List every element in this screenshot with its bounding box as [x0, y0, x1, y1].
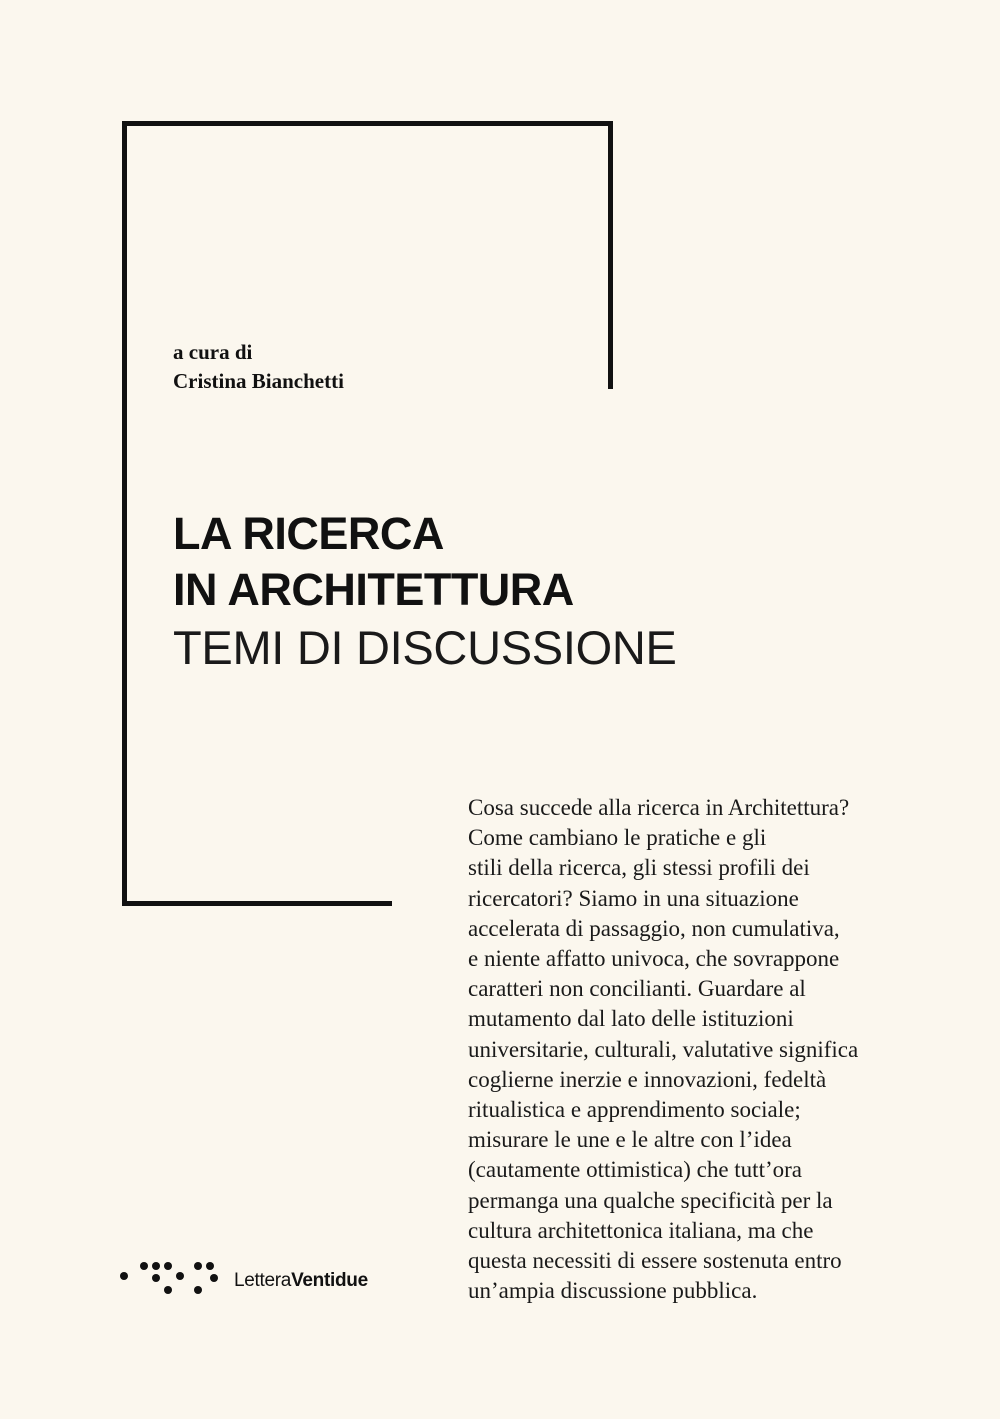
blurb-line: universitarie, culturali, valutative significa — [468, 1036, 859, 1062]
title-line-1: LA RICERCA — [173, 508, 444, 559]
book-subtitle: TEMI DI DISCUSSIONE — [173, 621, 677, 674]
frame-left-line — [122, 121, 127, 906]
blurb-line: ritualistica e apprendimento sociale; — [468, 1097, 801, 1123]
book-title — [173, 506, 677, 678]
blurb-line: mutamento dal lato delle istituzioni — [468, 1006, 794, 1032]
back-cover-blurb — [468, 793, 898, 1306]
editor-prefix: a cura di — [173, 340, 253, 364]
blurb-line: permanga una qualche specificità per la — [468, 1187, 833, 1213]
blurb-line: (cautamente ottimistica) che tutt’ora — [468, 1157, 802, 1183]
blurb-line: Cosa succede alla ricerca in Architettura? — [468, 795, 850, 820]
publisher-name — [234, 1270, 368, 1292]
blurb-line: stili della ricerca, gli stessi profili dei — [468, 855, 810, 881]
blurb-line: un’ampia discussione pubblica. — [468, 1278, 758, 1304]
publisher-name-light: Lettera — [234, 1270, 292, 1291]
frame-bottom-line — [122, 901, 392, 906]
blurb-line: e niente affatto univoca, che sovrappone — [468, 946, 840, 972]
editor-credit — [173, 338, 344, 396]
dot-pattern-logo-icon — [118, 1258, 218, 1304]
blurb-line: cultura architettonica italiana, ma che — [468, 1217, 814, 1243]
blurb-line: coglierne inerzie e innovazioni, fedeltà — [468, 1066, 827, 1092]
blurb-line: accelerata di passaggio, non cumulativa, — [468, 915, 840, 941]
frame-right-line — [608, 121, 613, 389]
editor-name: Cristina Bianchetti — [173, 369, 344, 393]
publisher-name-bold: Ventidue — [291, 1270, 368, 1291]
blurb-line: questa necessiti di essere sostenuta entro — [468, 1248, 842, 1274]
blurb-line: misurare le une e le altre con l’idea — [468, 1127, 792, 1153]
frame-top-line — [122, 121, 613, 126]
publisher-logo — [118, 1258, 368, 1304]
title-line-2: IN ARCHITETTURA — [173, 564, 574, 615]
blurb-line: caratteri non concilianti. Guardare al — [468, 976, 806, 1002]
blurb-line: Come cambiano le pratiche e gli — [468, 825, 767, 851]
blurb-line: ricercatori? Siamo in una situazione — [468, 885, 799, 911]
